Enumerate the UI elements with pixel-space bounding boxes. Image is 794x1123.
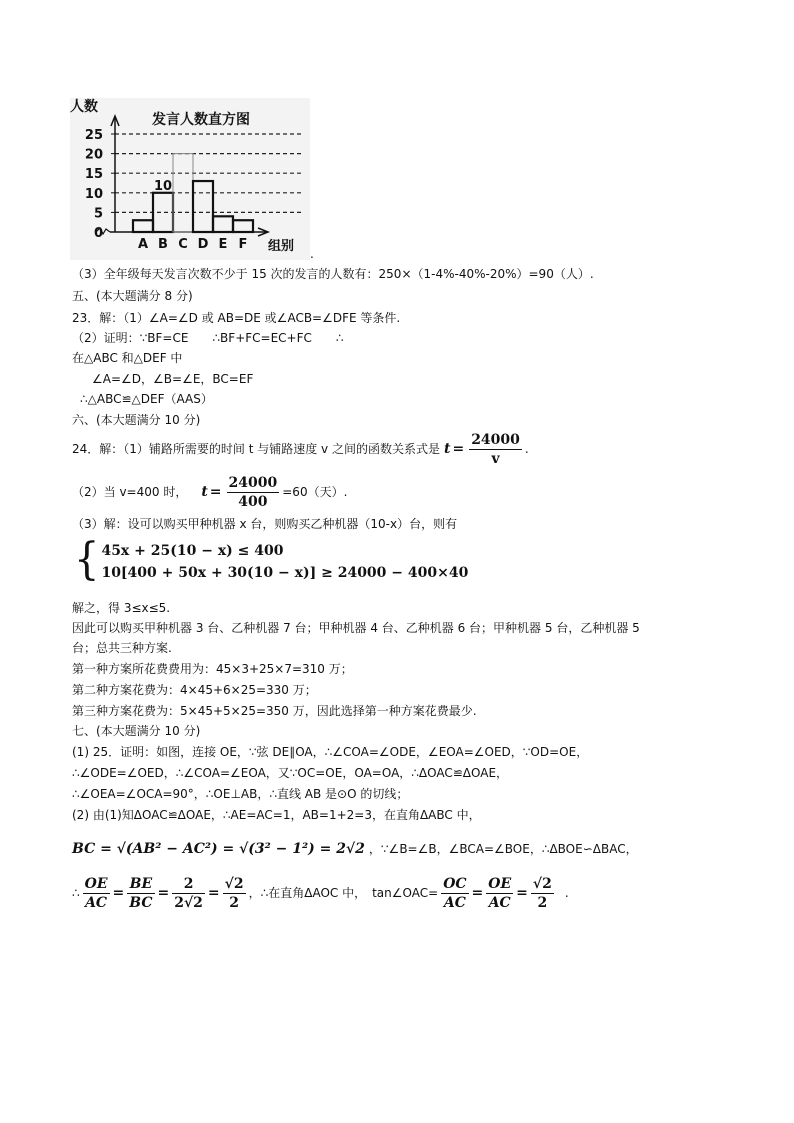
q25-bc-line [72,836,638,862]
frac-oe-ac-den: AC [85,894,108,911]
x-category-label: F [238,237,248,252]
bar-annotation: 10 [153,178,173,194]
q24-part3: （3）解：设可以购买甲种机器 x 台，则购买乙种机器（10-x）台，则有 [72,517,458,531]
inequality-system [74,534,469,586]
x-category-label: B [158,237,168,252]
frac-oe-ac-2-num: OE [488,875,512,892]
q24-2-fraction [227,475,280,510]
q24-2-t-var: t [201,484,208,500]
chart-title: 发言人数直方图 [152,112,250,128]
frac-root2-2-den: 2 [229,894,239,911]
q24-part2-end: =60（天）. [282,485,348,499]
q24-part2-text: （2）当 v=400 时， [72,485,188,499]
q23-line4: ∠A=∠D，∠B=∠E，BC=EF [92,372,254,386]
q24-fraction-den: v [491,450,500,467]
frac-oe-ac-2-den: AC [488,894,511,911]
y-tick-label: 15 [84,167,103,183]
frac-root2-2 [223,876,246,911]
frac-be-bc [127,876,154,911]
q24-t-var: t [443,441,451,457]
y-tick-label: 0 [93,226,103,241]
frac-2-2root2 [172,876,205,911]
q24-fraction-num: 24000 [471,431,520,448]
frac-2-2root2-num: 2 [172,876,205,894]
q23-part1: 23．解：（1）∠A=∠D 或 AB=DE 或∠ACB=∠DFE 等条件. [72,311,401,325]
histogram-svg [70,98,310,260]
y-axis-label: 人数 [70,99,98,115]
q25-line3: ∴∠OEA=∠OCA=90°，∴OE⊥AB，∴直线 AB 是⊙O 的切线； [72,787,409,801]
inequality-1: 45x + 25(10 − x) ≤ 400 [101,543,284,559]
q24-part1-text: 24．解：（1）铺路所需要的时间 t 与铺路速度 v 之间的函数关系式是 [72,442,440,456]
q24-2-eq: = [209,484,222,500]
section-6-heading: 六、(本大题满分 10 分) [72,413,201,427]
bc-line-rest: ，∵∠B=∠B，∠BCA=∠BOE，∴ΔBOE∽ΔBAC， [368,842,638,856]
frac-oe-ac-num: OE [84,875,108,892]
q23-part2: （2）证明：∵BF=CE ∴BF+FC=EC+FC ∴ [72,331,344,345]
section-5-heading: 五、(本大题满分 8 分) [72,289,193,303]
fraction-line-mid: ，∴在直角ΔAOC 中， tan∠OAC= [248,886,439,900]
y-tick-label: 20 [84,147,103,163]
q25-fraction-line [72,872,569,914]
frac-oc-ac [441,876,468,911]
q24-2-fraction-num: 24000 [228,474,278,491]
frac-oc-ac-den: AC [443,894,466,911]
chart-trailing-dot: . [310,247,314,261]
q24-cost-plan2: 第二种方案花费为：4×45+6×25=330 万； [72,683,317,697]
frac-oc-ac-num: OC [443,875,467,892]
frac-root2-2-final [531,876,554,911]
section-7-heading: 七、(本大题满分 10 分) [72,724,201,738]
q24-fraction [469,432,522,467]
q24-cost-plan3: 第三种方案花费为：5×45+5×25=350 万，因此选择第一种方案花费最少. [72,704,477,718]
frac-be-bc-den: BC [129,894,153,911]
system-rows [101,540,468,584]
system-brace: { [74,534,100,586]
frac-root2-2-num: √2 [224,875,244,892]
x-category-label: D [197,237,209,252]
y-tick-label: 25 [84,128,103,143]
q24-part2 [72,474,347,510]
q24-cost-plan1: 第一种方案所花费费用为：45×3+25×7=310 万； [72,662,353,676]
histogram-chart [70,98,310,260]
frac-root2-2-final-num: √2 [532,875,552,892]
eq-sign: = [207,885,220,901]
q24-solution: 解之，得 3≤x≤5. [72,601,171,615]
q24-eq: = [452,441,465,457]
inequality-2: 10[400 + 50x + 30(10 − x)] ≥ 24000 − 400×40 [101,565,469,581]
frac-be-bc-num: BE [127,876,154,894]
x-category-label: C [178,237,188,252]
eq-sign: = [157,885,170,901]
q22-part3: （3）全年级每天发言次数不少于 15 次的发言的人数有：250×（1-4%-40%-20%）=90（人）. [72,267,594,281]
q23-line3: 在△ABC 和△DEF 中 [72,351,183,365]
frac-2-2root2-den: 2√2 [174,894,203,911]
eq-sign: = [112,885,125,901]
q25-line2: ∴∠ODE=∠OED，∴∠COA=∠EOA，又∵OC=OE，OA=OA，∴ΔOAC≌ΔOAE， [72,766,509,780]
frac-root2-2-final-den: 2 [537,894,548,911]
q25-line4: (2) 由(1)知ΔOAC≌ΔOAE，∴AE=AC=1，AB=1+2=3，在直角ΔABC 中， [72,808,481,822]
q23-line5: ∴△ABC≌△DEF（AAS） [80,392,213,406]
x-category-label: A [137,237,149,252]
therefore-symbol: ∴ [72,886,80,900]
q25-line1: (1) 25．证明：如图，连接 OE，∵弦 DE∥OA，∴∠COA=∠ODE，∠EOA=∠OED，∵OD=OE， [72,745,589,759]
y-tick-label: 10 [84,186,103,202]
x-category-label: E [218,237,228,252]
q24-2-fraction-den: 400 [238,493,268,510]
y-tick-label: 5 [93,206,103,222]
q24-plans-line2: 台；总共三种方案. [72,641,172,655]
x-axis-label: 组别 [268,239,295,254]
q24-plans-line1: 因此可以购买甲种机器 3 台、乙种机器 7 台；甲种机器 4 台、乙种机器 6 台；甲种机器 5 台，乙种机器 5 [72,621,640,635]
frac-oe-ac-2 [486,876,513,911]
eq-sign: = [516,885,528,901]
eq-sign: = [471,885,484,901]
q24-part1 [72,432,529,466]
q24-part1-end: . [524,442,529,456]
fraction-line-end: . [564,886,569,900]
bc-equation: BC = √(AB² − AC²) = √(3² − 1²) = 2√2 [72,841,365,857]
frac-oe-ac [83,876,110,911]
